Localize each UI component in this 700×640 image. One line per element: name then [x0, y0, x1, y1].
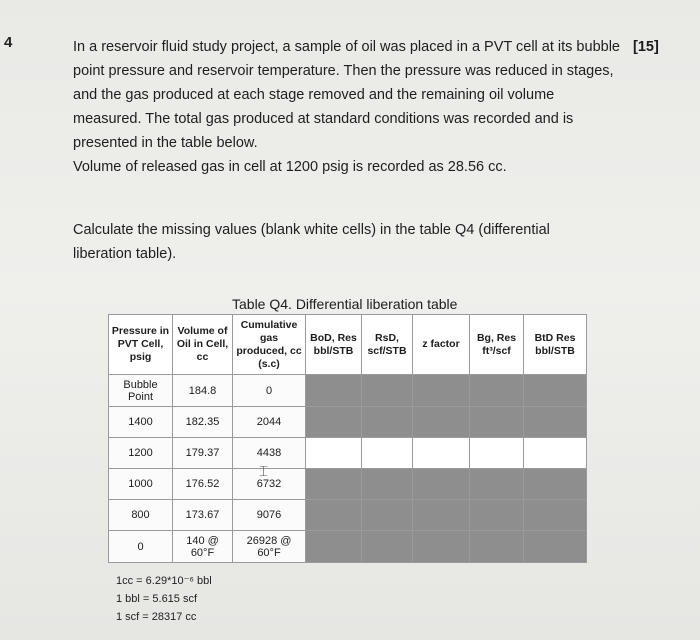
- table-header-row: [109, 315, 587, 375]
- statement-line: Volume of released gas in cell at 1200 psig is recorded as 28.56 cc.: [73, 159, 507, 175]
- shaded-cell: [413, 531, 470, 563]
- statement-line: point pressure and reservoir temperature. Then the pressure was reduced in stages,: [73, 63, 614, 79]
- shaded-cell: [413, 375, 470, 407]
- table-row: [109, 438, 587, 469]
- conversion-note: 1 scf = 28317 cc: [116, 611, 197, 623]
- conversion-note: 1 bbl = 5.615 scf: [116, 593, 198, 605]
- cell-gas: 9076: [233, 500, 306, 531]
- shaded-cell: [470, 500, 524, 531]
- shaded-cell: [470, 407, 524, 438]
- header-pressure: Pressure in PVT Cell, psig: [109, 315, 173, 375]
- blank-answer-cell[interactable]: [306, 438, 362, 469]
- cell-gas: 4438: [233, 438, 306, 469]
- cell-volume: 182.35: [173, 407, 233, 438]
- cell-pressure: 0: [109, 531, 173, 563]
- cell-volume: 184.8: [173, 375, 233, 407]
- shaded-cell: [524, 469, 587, 500]
- text-cursor-icon: ⌶: [259, 463, 269, 480]
- blank-answer-cell[interactable]: [362, 438, 413, 469]
- shaded-cell: [362, 531, 413, 563]
- conversion-notes: [116, 572, 212, 626]
- question-number: 4: [4, 34, 13, 51]
- shaded-cell: [413, 407, 470, 438]
- header-bg: Bg, Res ft³/scf: [470, 315, 524, 375]
- cell-pressure: Bubble Point: [109, 375, 173, 407]
- shaded-cell: [470, 469, 524, 500]
- cell-pressure: 1000: [109, 469, 173, 500]
- cell-volume: 140 @ 60°F: [173, 531, 233, 563]
- cell-pressure: 1200: [109, 438, 173, 469]
- blank-answer-cell[interactable]: [470, 438, 524, 469]
- cell-gas: 6732: [233, 469, 306, 500]
- cell-volume: 176.52: [173, 469, 233, 500]
- cell-volume: 173.67: [173, 500, 233, 531]
- shaded-cell: [306, 407, 362, 438]
- shaded-cell: [413, 500, 470, 531]
- statement-line: measured. The total gas produced at standard conditions was recorded and is: [73, 111, 574, 127]
- statement-line: In a reservoir fluid study project, a sample of oil was placed in a PVT cell at its bubble: [73, 39, 620, 55]
- table-title: Table Q4. Differential liberation table: [232, 296, 458, 312]
- table-row: [109, 407, 587, 438]
- differential-liberation-table: [108, 314, 587, 563]
- shaded-cell: [524, 375, 587, 407]
- table-row: [109, 375, 587, 407]
- task-line: Calculate the missing values (blank white cells) in the table Q4 (differential: [73, 222, 550, 238]
- shaded-cell: [524, 500, 587, 531]
- cell-volume: 179.37: [173, 438, 233, 469]
- cell-gas: 2044: [233, 407, 306, 438]
- shaded-cell: [362, 407, 413, 438]
- header-bod: BoD, Res bbl/STB: [306, 315, 362, 375]
- header-oil-volume: Volume of Oil in Cell, cc: [173, 315, 233, 375]
- shaded-cell: [306, 500, 362, 531]
- statement-line: presented in the table below.: [73, 135, 258, 151]
- cell-gas: 0: [233, 375, 306, 407]
- table-row: [109, 469, 587, 500]
- blank-answer-cell[interactable]: [413, 438, 470, 469]
- shaded-cell: [306, 531, 362, 563]
- statement-line: and the gas produced at each stage removed and the remaining oil volume: [73, 87, 555, 103]
- shaded-cell: [362, 500, 413, 531]
- cell-pressure: 1400: [109, 407, 173, 438]
- marks-label: [15]: [633, 39, 659, 55]
- header-cumulative-gas: Cumulative gas produced, cc (s.c): [233, 315, 306, 375]
- shaded-cell: [470, 531, 524, 563]
- header-btd: BtD Res bbl/STB: [524, 315, 587, 375]
- header-rsd: RsD, scf/STB: [362, 315, 413, 375]
- shaded-cell: [524, 531, 587, 563]
- shaded-cell: [306, 375, 362, 407]
- shaded-cell: [524, 407, 587, 438]
- shaded-cell: [306, 469, 362, 500]
- table-row: [109, 531, 587, 563]
- blank-answer-cell[interactable]: [524, 438, 587, 469]
- shaded-cell: [470, 375, 524, 407]
- shaded-cell: [362, 469, 413, 500]
- task-line: liberation table).: [73, 246, 177, 262]
- conversion-note: 1cc = 6.29*10⁻⁶ bbl: [116, 575, 212, 587]
- shaded-cell: [413, 469, 470, 500]
- problem-statement: [73, 35, 653, 179]
- shaded-cell: [362, 375, 413, 407]
- cell-pressure: 800: [109, 500, 173, 531]
- table-row: [109, 500, 587, 531]
- task-statement: [73, 218, 653, 266]
- cell-gas: 26928 @ 60°F: [233, 531, 306, 563]
- header-z-factor: z factor: [413, 315, 470, 375]
